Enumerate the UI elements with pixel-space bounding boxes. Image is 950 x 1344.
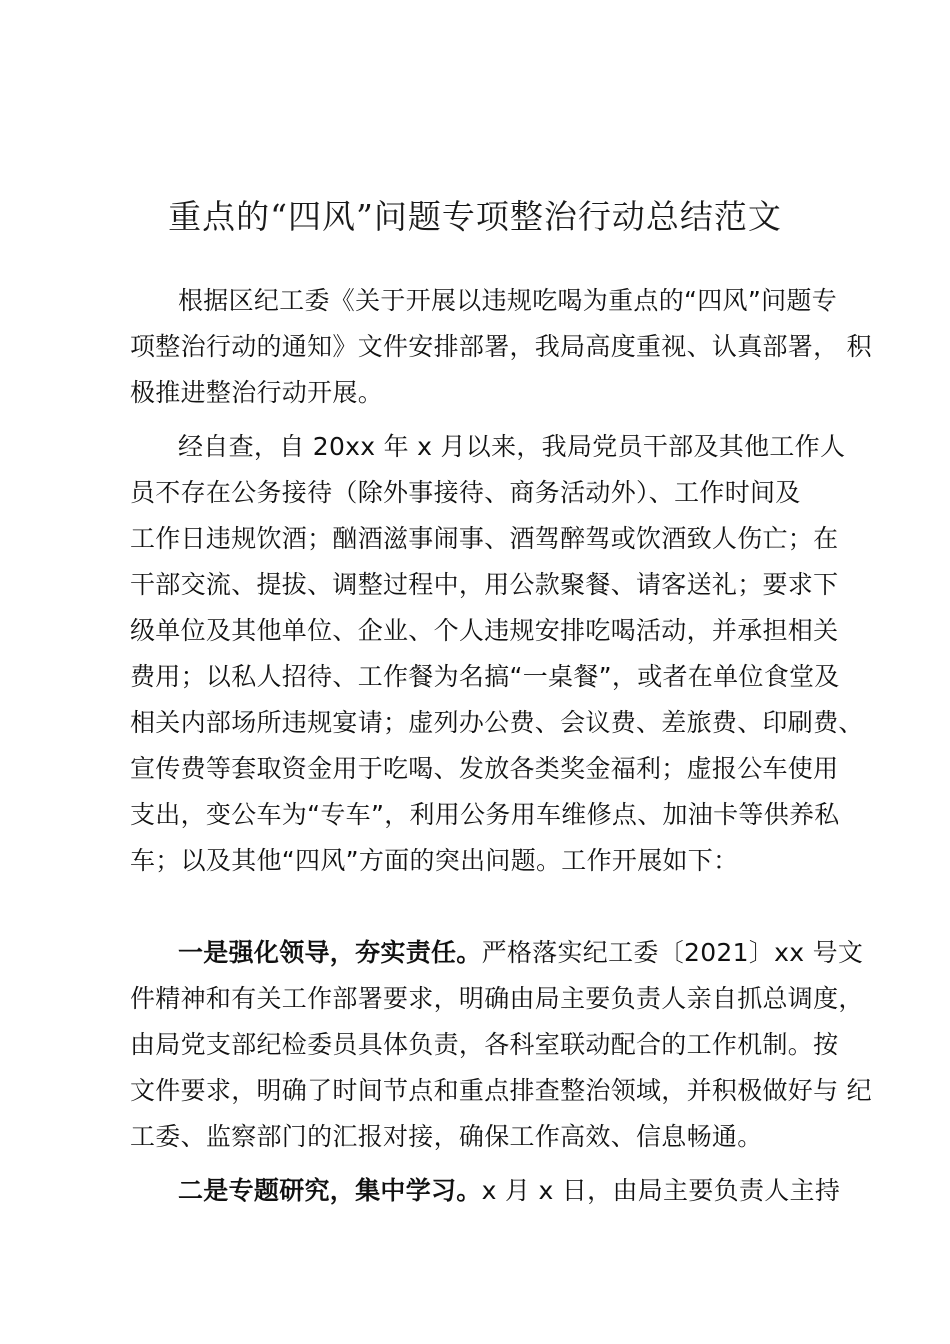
- paragraph-study: [130, 1168, 850, 1214]
- section-heading: 一是强化领导，夯实责任。: [178, 938, 482, 967]
- text-line: 员不存在公务接待（除外事接待、商务活动外）、工作时间及: [130, 478, 801, 507]
- paragraph-self-check: [130, 424, 864, 930]
- text-line: [130, 884, 850, 930]
- document-title: 重点的“四风”问题专项整治行动总结范文: [168, 197, 782, 236]
- text-line: 车；以及其他“四风”方面的突出问题。工作开展如下：: [130, 846, 739, 875]
- paragraph-leadership: [130, 930, 872, 1160]
- text-line: 相关内部场所违规宴请；虚列办公费、会议费、差旅费、印刷费、: [130, 708, 864, 737]
- text-line: 由局党支部纪检委员具体负责，各科室联动配合的工作机制。按: [130, 1030, 839, 1059]
- text-line: 工委、监察部门的汇报对接，确保工作高效、信息畅通。: [130, 1122, 763, 1151]
- text-line: 极推进整治行动开展。: [130, 378, 384, 407]
- text-line: 经自查，自 20xx 年 x 月以来，我局党员干部及其他工作人: [178, 432, 846, 461]
- text-line: [130, 1168, 850, 1214]
- text-line: 干部交流、提拔、调整过程中，用公款聚餐、请客送礼；要求下: [130, 570, 839, 599]
- text-line: [130, 930, 864, 976]
- paragraph-intro: [130, 278, 872, 416]
- text-line: 项整治行动的通知》文件安排部署，我局高度重视、认真部署， 积: [130, 332, 872, 361]
- text-span: 严格落实纪工委〔2021〕xx 号文: [481, 938, 864, 967]
- text-line: 文件要求，明确了时间节点和重点排查整治领域，并积极做好与 纪: [130, 1076, 872, 1105]
- text-line: 宣传费等套取资金用于吃喝、发放各类奖金福利；虚报公车使用: [130, 754, 839, 783]
- section-heading: 二是专题研究，集中学习。: [178, 1176, 482, 1205]
- document-body: [130, 278, 872, 1214]
- text-line: 件精神和有关工作部署要求，明确由局主要负责人亲自抓总调度，: [130, 984, 864, 1013]
- text-line: 支出，变公车为“专车”，利用公务用车维修点、加油卡等供养私: [130, 800, 840, 829]
- text-line: 工作日违规饮酒；酗酒滋事闹事、酒驾醉驾或饮酒致人伤亡；在: [130, 524, 839, 553]
- text-line: 级单位及其他单位、企业、个人违规安排吃喝活动，并承担相关: [130, 616, 839, 645]
- text-span: x 月 x 日，由局主要负责人主持: [481, 1176, 841, 1205]
- text-line: 根据区纪工委《关于开展以违规吃喝为重点的“四风”问题专: [178, 286, 838, 315]
- text-line: 费用；以私人招待、工作餐为名搞“一桌餐”，或者在单位食堂及: [130, 662, 840, 691]
